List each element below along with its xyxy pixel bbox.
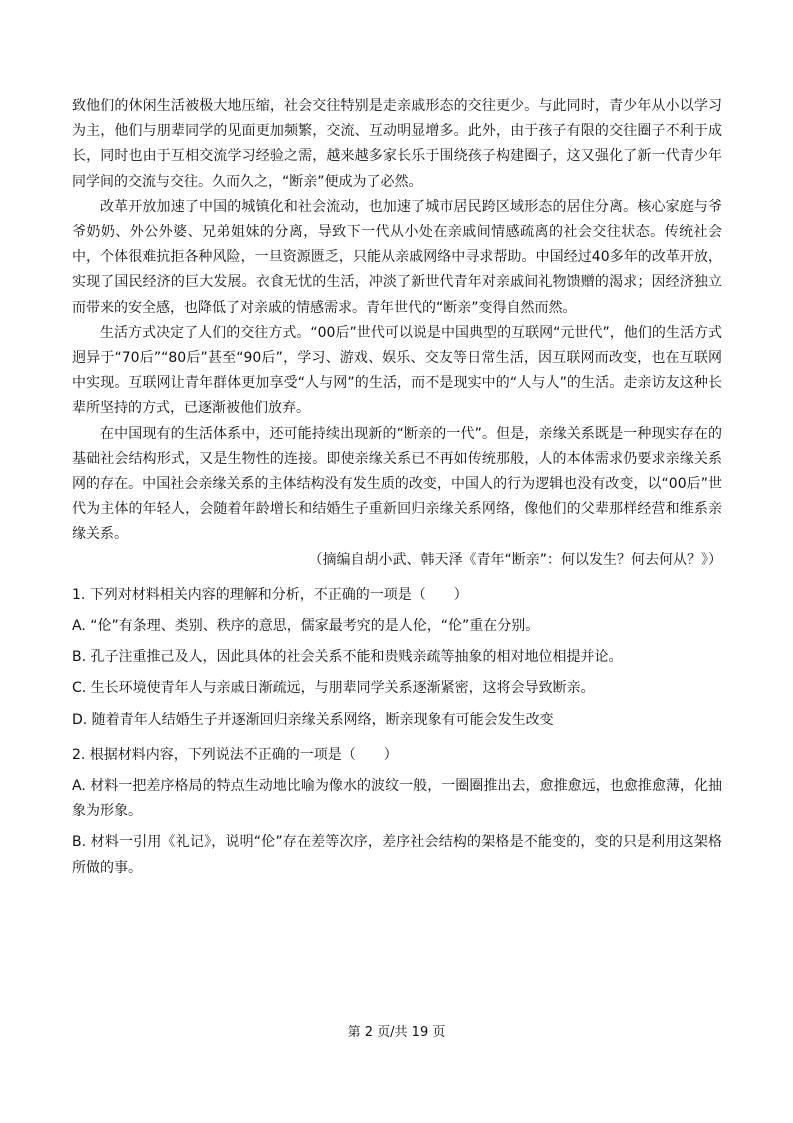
paragraph-4: 在中国现有的生活体系中，还可能持续出现新的“断亲的一代”。但是，亲缘关系既是一种现实存在的基础社会结构形式，又是生物性的连接。即使亲缘关系已不再如传统那般，人的本体需求仍要求亲缘关系网的存在。中国社会亲缘关系的主体结构没有发生质的改变，中国人的行为逻辑也没有改变，以“00后”世代为主体的年轻人，会随着年龄增长和结婚生子重新回归亲缘关系网络，像他们的父辈那样经营和维系亲缘关系。 [72, 425, 722, 543]
document-body [72, 94, 722, 881]
question-1-option-d: D. 随着青年人结婚生子并逐渐回归亲缘关系网络，断亲现象有可能会发生改变 [72, 711, 554, 728]
page-number-footer: 第 2 页/共 19 页 [347, 1025, 446, 1040]
paragraph-3: 生活方式决定了人们的交往方式。“00后”世代可以说是中国典型的互联网“元世代”，他们的生活方式迥异于“70后”“80后”甚至“90后”，学习、游戏、娱乐、交友等日常生活，因互联网而改变，也在互联网中实现。互联网让青年群体更加享受“人与网”的生活，而不是现实中的“人与人”的生活。走亲访友这种长辈所坚持的方式，已逐渐被他们放弃。 [72, 324, 722, 417]
question-1-option-a: A. “伦”有条理、类别、秩序的意思，儒家最考究的是人伦，“伦”重在分别。 [72, 618, 540, 635]
question-1-option-b: B. 孔子注重推己及人，因此具体的社会关系不能和贵贱亲疏等抽象的相对地位相提并论。 [72, 649, 623, 666]
paragraph-2: 改革开放加速了中国的城镇化和社会流动，也加速了城市居民跨区域形态的居住分离。核心家庭与爷爷奶奶、外公外婆、兄弟姐妹的分离，导致下一代从小处在亲戚间情感疏离的社会交往状态。传统社会中，个体很难抗拒各种风险，一旦资源匮乏，只能从亲戚网络中寻求帮助。中国经过40多年的改革开放，实现了国民经济的巨大发展。衣食无忧的生活，冲淡了新世代青年对亲戚间礼物馈赠的渴求；因经济独立而带来的安全感，也降低了对亲戚的情感需求。青年世代的“断亲”变得自然而然。 [72, 198, 722, 316]
question-2-option-b: B. 材料一引用《礼记》，说明“伦”存在差等次序，差序社会结构的架格是不能变的，变的只是利用这架格所做的事。 [72, 834, 722, 876]
question-2-title: 2. 根据材料内容，下列说法不正确的一项是（ ） [72, 746, 398, 763]
question-1-title: 1. 下列对材料相关内容的理解和分析，不正确的一项是（ ） [72, 586, 468, 603]
question-2 [72, 743, 722, 881]
question-1-option-c: C. 生长环境使青年人与亲戚日渐疏远，与朋辈同学关系逐渐紧密，这将会导致断亲。 [72, 680, 595, 697]
question-2-option-a: A. 材料一把差序格局的特点生动地比喻为像水的波纹一般，一圈圈推出去，愈推愈远，也愈推愈薄，化抽象为形象。 [72, 778, 722, 820]
paragraph-1: 致他们的休闲生活被极大地压缩，社会交往特别是走亲戚形态的交往更少。与此同时，青少年从小以学习为主，他们与朋辈同学的见面更加频繁，交流、互动明显增多。此外，由于孩子有限的交往圈子不利于成长，同时也由于互相交流学习经验之需，越来越多家长乐于围绕孩子构建圈子，这又强化了新一代青少年同学间的交流与交往。久而久之，“断亲”便成为了必然。 [72, 98, 722, 190]
question-1 [72, 583, 722, 733]
source-citation: （摘编自胡小武、韩天泽《青年“断亲”：何以发生？何去何从？》） [308, 551, 722, 568]
